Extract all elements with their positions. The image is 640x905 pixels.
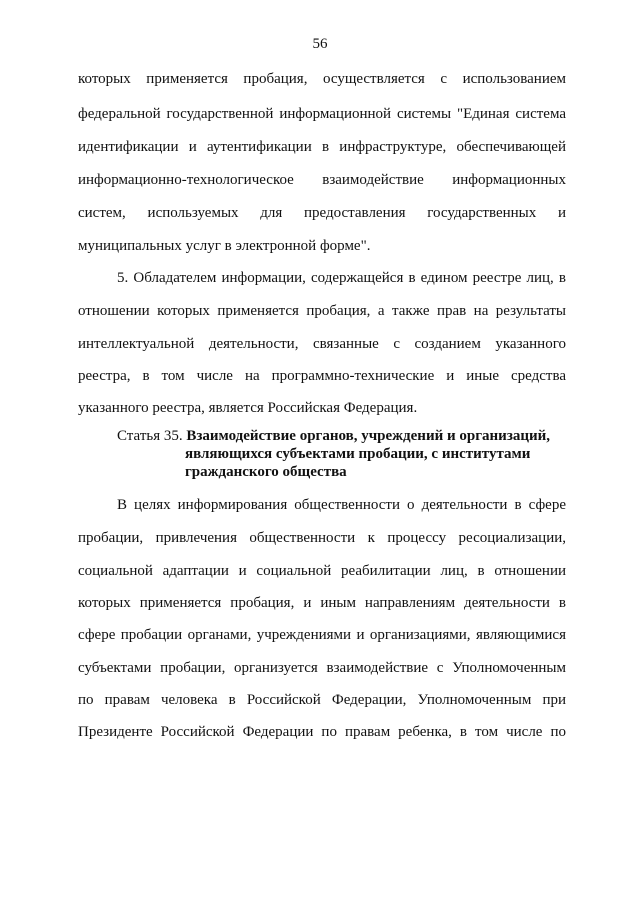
paragraph-1-line: информационно-технологическое взаимодействие информационных [78,172,566,188]
paragraph-2-line: отношении которых применяется пробация, а также прав на результаты [78,303,566,319]
paragraph-3-line: пробации, привлечения общественности к процессу ресоциализации, [78,530,566,546]
article-title-line: гражданского общества [185,464,347,480]
paragraph-2-line: реестра, в том числе на программно-технические и иные средства [78,368,566,384]
paragraph-2-line: интеллектуальной деятельности, связанные с созданием указанного [78,336,566,352]
paragraph-1-line: которых применяется пробация, осуществляется с использованием [78,71,566,87]
article-number: Статья 35. [117,428,183,444]
article-title-line: являющихся субъектами пробации, с институтами [185,446,531,462]
paragraph-3-line: социальной адаптации и социальной реабилитации лиц, в отношении [78,563,566,579]
paragraph-1-line: систем, используемых для предоставления государственных и [78,205,566,221]
article-heading [117,427,577,481]
page-number: 56 [312,36,328,52]
paragraph-2-line: указанного реестра, является Российская Федерация. [78,400,418,416]
paragraph-2-line: 5. Обладателем информации, содержащейся в едином реестре лиц, в [117,270,566,286]
paragraph-3-line: В целях информирования общественности о деятельности в сфере [117,497,566,513]
paragraph-3-line: сфере пробации органами, учреждениями и организациями, являющимися [78,627,566,643]
article-title-line: Взаимодействие органов, учреждений и организаций, [186,428,551,444]
paragraph-3-line: субъектами пробации, организуется взаимодействие с Уполномоченным [78,660,566,676]
paragraph-1-line: идентификации и аутентификации в инфраструктуре, обеспечивающей [78,139,566,155]
paragraph-1-line: федеральной государственной информационной системы "Единая система [78,106,566,122]
paragraph-1-line: муниципальных услуг в электронной форме". [78,238,371,254]
paragraph-3-line: по правам человека в Российской Федерации, Уполномоченным при [78,692,566,708]
paragraph-3-line: которых применяется пробация, и иным направлениям деятельности в [78,595,566,611]
paragraph-3-line: Президенте Российской Федерации по правам ребенка, в том числе по [78,724,566,740]
